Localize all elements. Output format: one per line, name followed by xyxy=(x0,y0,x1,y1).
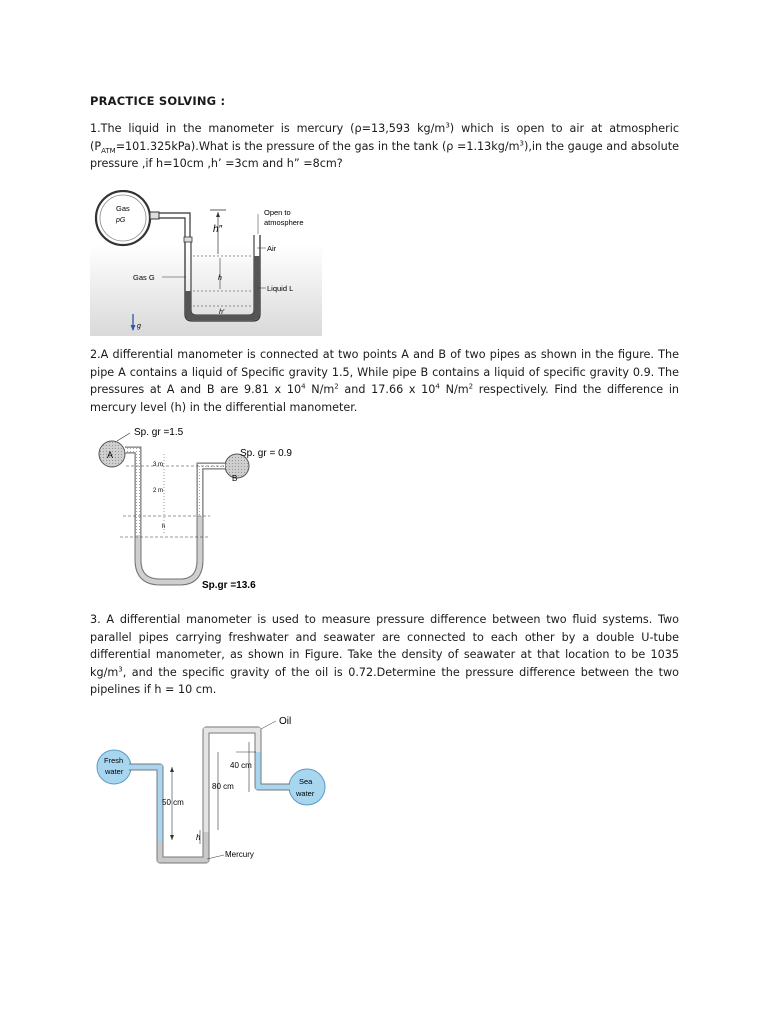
problem-2-text xyxy=(90,346,679,416)
p3-sup-a: 3 xyxy=(118,664,123,673)
right-limb-liquid xyxy=(200,466,225,516)
open-label-2: atmosphere xyxy=(264,218,304,227)
p2-text-a: 2.A differential manometer is connected at two points A and B of two pipes as shown in the figure. The pipe A contains a liquid of Specific gravity 1.5, While pipe B contains a liquid of specific gravity 0.9. The pressures at A and B are 9.81 x 10 xyxy=(90,348,679,396)
p2-text-d: N/m xyxy=(439,383,469,396)
left-limb-liquid xyxy=(125,450,138,535)
figure-3-double-u-tube xyxy=(96,712,336,872)
tube-wall xyxy=(129,730,290,860)
p2-text-b: N/m xyxy=(305,383,335,396)
h2-label: h″ xyxy=(213,224,223,235)
fresh-label-2: water xyxy=(105,767,124,776)
fresh-water-column xyxy=(129,767,160,842)
dim-3m: 3 m xyxy=(153,462,164,468)
tube-collar xyxy=(184,237,192,242)
liquid-label: Liquid L xyxy=(267,284,294,293)
dim-40-label: 40 cm xyxy=(230,761,252,770)
dim-50-arrow-bottom xyxy=(170,835,174,840)
problem-1-text xyxy=(90,120,679,173)
p2-text-e: respectively. Find the difference in mercury level (h) in the differential manometer. xyxy=(90,383,680,414)
pg-label: pG xyxy=(116,217,126,224)
mercury-column xyxy=(138,516,200,582)
sea-label-2: water xyxy=(296,789,315,798)
p1-text-d: ),in the gauge and absolute pressure ,if h=10cm ,h’ =3cm and h” =8cm? xyxy=(90,139,679,170)
problem-3-text xyxy=(90,611,679,699)
connector-pipe-inner xyxy=(159,218,185,237)
p1-sub-atm: ATM xyxy=(101,146,116,155)
figure-1-manometer xyxy=(90,190,322,336)
dim-80-label: 80 cm xyxy=(212,782,234,791)
p2-sup-c: 4 xyxy=(435,382,440,391)
dim-h: h xyxy=(162,524,166,530)
p1-sup-a: 3 xyxy=(445,121,450,130)
spgr-a-label: Sp. gr =1.5 xyxy=(134,427,184,438)
sea-water-tank xyxy=(289,769,325,805)
page-heading: PRACTICE SOLVING : xyxy=(90,94,226,108)
dim-50-label: 50 cm xyxy=(162,798,184,807)
a-label: A xyxy=(107,450,114,460)
p1-text-c: =101.325kPa).What is the pressure of the gas in the tank (ρ =1.13kg/m xyxy=(115,139,520,153)
p2-text-c: and 17.66 x 10 xyxy=(338,383,436,396)
figure-2-differential-manometer xyxy=(90,420,315,595)
open-label-1: Open to xyxy=(264,208,291,217)
p1-text-b: ) which is open to air at atmospheric (P xyxy=(90,122,679,153)
b-label: B xyxy=(232,474,238,483)
gasg-label: Gas G xyxy=(133,273,155,282)
p3-text-a: 3. A differential manometer is used to measure pressure difference between two fluid systems. Two parallel pipes carrying freshwater and seawater are connected to each other by a double U-tube differential manometer, as shown in Figure. Take the density of seawater at that location to be 1035 kg/m xyxy=(90,613,679,679)
mercury-label: Mercury xyxy=(225,850,254,859)
spgr-a-leader xyxy=(117,433,130,441)
p2-sup-b: 2 xyxy=(334,382,339,391)
p2-sup-d: 2 xyxy=(468,382,474,391)
oil-leader xyxy=(261,721,276,729)
p3-text-b: , and the specific gravity of the oil is 0.72.Determine the pressure difference between the two pipelines if h = 10 cm. xyxy=(90,665,679,696)
g-label: g xyxy=(137,323,141,330)
spgr-b-label: Sp. gr = 0.9 xyxy=(240,448,292,459)
dim-2m: 2 m xyxy=(153,488,164,494)
mercury-leader xyxy=(207,855,224,859)
p1-sup-b: 3 xyxy=(519,138,524,147)
spgr-hg-label: Sp.gr =13.6 xyxy=(202,580,256,591)
air-label: Air xyxy=(267,244,277,253)
sea-water-column xyxy=(258,752,290,787)
tank-connector xyxy=(150,212,159,219)
sea-label-1: Sea xyxy=(299,777,313,786)
p1-text-a: 1.The liquid in the manometer is mercury (ρ=13,593 kg/m xyxy=(90,122,446,135)
fresh-label-1: Fresh xyxy=(104,756,124,765)
gas-label: Gas xyxy=(116,204,130,213)
p2-sup-a: 4 xyxy=(301,382,306,391)
h-label: h xyxy=(218,275,222,282)
oil-label: Oil xyxy=(279,716,292,727)
dim-50-arrow-top xyxy=(170,767,174,772)
oil-column xyxy=(206,730,258,832)
dim-h2-arrow xyxy=(216,212,220,217)
h1-label: h′ xyxy=(219,309,225,316)
dim-h-label: h xyxy=(196,833,201,842)
